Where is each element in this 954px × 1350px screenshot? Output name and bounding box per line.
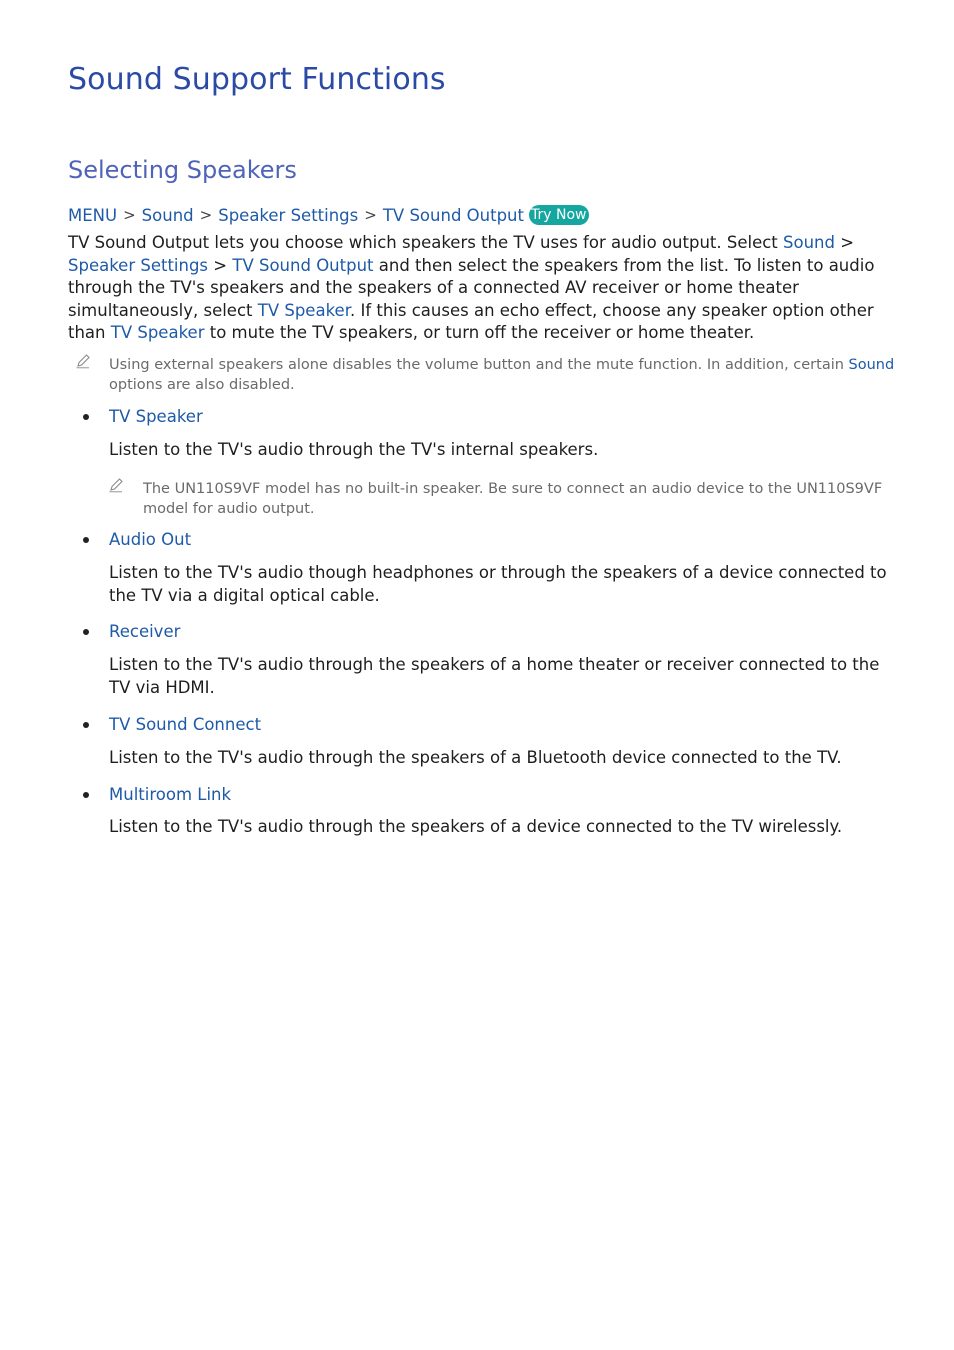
path-tv-sound-output[interactable]: TV Sound Output — [382, 205, 524, 225]
try-now-button[interactable]: Try Now — [529, 205, 589, 225]
section-title: Selecting Speakers — [68, 156, 297, 184]
path-menu[interactable]: MENU — [68, 205, 118, 225]
pencil-icon — [75, 353, 91, 369]
bullet — [83, 792, 89, 798]
intro-link-tv-sound-output[interactable]: TV Sound Output — [232, 255, 374, 275]
menu-path — [68, 204, 589, 226]
intro-link-sound[interactable]: Sound — [783, 233, 835, 252]
note-external-speakers — [109, 355, 899, 395]
path-separator: > — [123, 206, 136, 224]
bullet — [83, 629, 89, 635]
option-tv-sound-connect-desc: Listen to the TV's audio through the speakers of a Bluetooth device connected to the TV. — [109, 748, 842, 767]
option-tv-speaker-desc: Listen to the TV's audio through the TV's internal speakers. — [109, 440, 599, 459]
intro-text: TV Sound Output lets you choose which speakers the TV uses for audio output. Select — [68, 233, 784, 252]
note-text: Using external speakers alone disables the volume button and the mute function. In addition, certain — [109, 357, 849, 373]
page-title: Sound Support Functions — [68, 62, 446, 97]
option-tv-speaker-label[interactable]: TV Speaker — [109, 407, 203, 426]
intro-link-tv-speaker[interactable]: TV Speaker — [257, 300, 350, 320]
option-tv-sound-connect-label[interactable]: TV Sound Connect — [109, 715, 262, 734]
intro-link-speaker-settings[interactable]: Speaker Settings — [68, 255, 209, 275]
path-speaker-settings[interactable]: Speaker Settings — [218, 205, 359, 225]
option-audio-out-label[interactable]: Audio Out — [109, 530, 192, 549]
intro-paragraph — [68, 232, 898, 345]
intro-sep: > — [208, 255, 233, 275]
path-sound[interactable]: Sound — [141, 205, 194, 225]
option-multiroom-link-label[interactable]: Multiroom Link — [109, 785, 232, 804]
path-separator: > — [199, 206, 213, 224]
option-audio-out-desc: Listen to the TV's audio though headphones or through the speakers of a device connected to the TV via a digital optical cable. — [109, 563, 887, 605]
option-receiver-desc: Listen to the TV's audio through the speakers of a home theater or receiver connected to the TV via HDMI. — [109, 655, 880, 697]
note-text: options are also disabled. — [109, 377, 295, 393]
option-receiver-label[interactable]: Receiver — [109, 622, 181, 641]
pencil-icon — [108, 477, 124, 493]
intro-text: and then select the speakers from the list. To listen to audio through the TV's speakers and the speakers of a connected AV receiver or home theater simultaneously, select — [68, 255, 875, 320]
note-un110s9vf: The UN110S9VF model has no built-in speaker. Be sure to connect an audio device to the UN110S9VF model for audio output. — [143, 481, 883, 517]
bullet — [83, 414, 89, 420]
bullet — [83, 537, 89, 543]
intro-sep: > — [835, 233, 855, 252]
note-link-sound[interactable]: Sound — [848, 357, 895, 373]
path-separator: > — [364, 206, 377, 224]
intro-link-tv-speaker[interactable]: TV Speaker — [110, 323, 205, 343]
intro-text: to mute the TV speakers, or turn off the receiver or home theater. — [204, 323, 755, 343]
intro-text: . If this causes an echo effect, choose any speaker option other than — [68, 300, 874, 343]
option-multiroom-link-desc: Listen to the TV's audio through the speakers of a device connected to the TV wirelessly. — [109, 817, 843, 836]
bullet — [83, 722, 89, 728]
